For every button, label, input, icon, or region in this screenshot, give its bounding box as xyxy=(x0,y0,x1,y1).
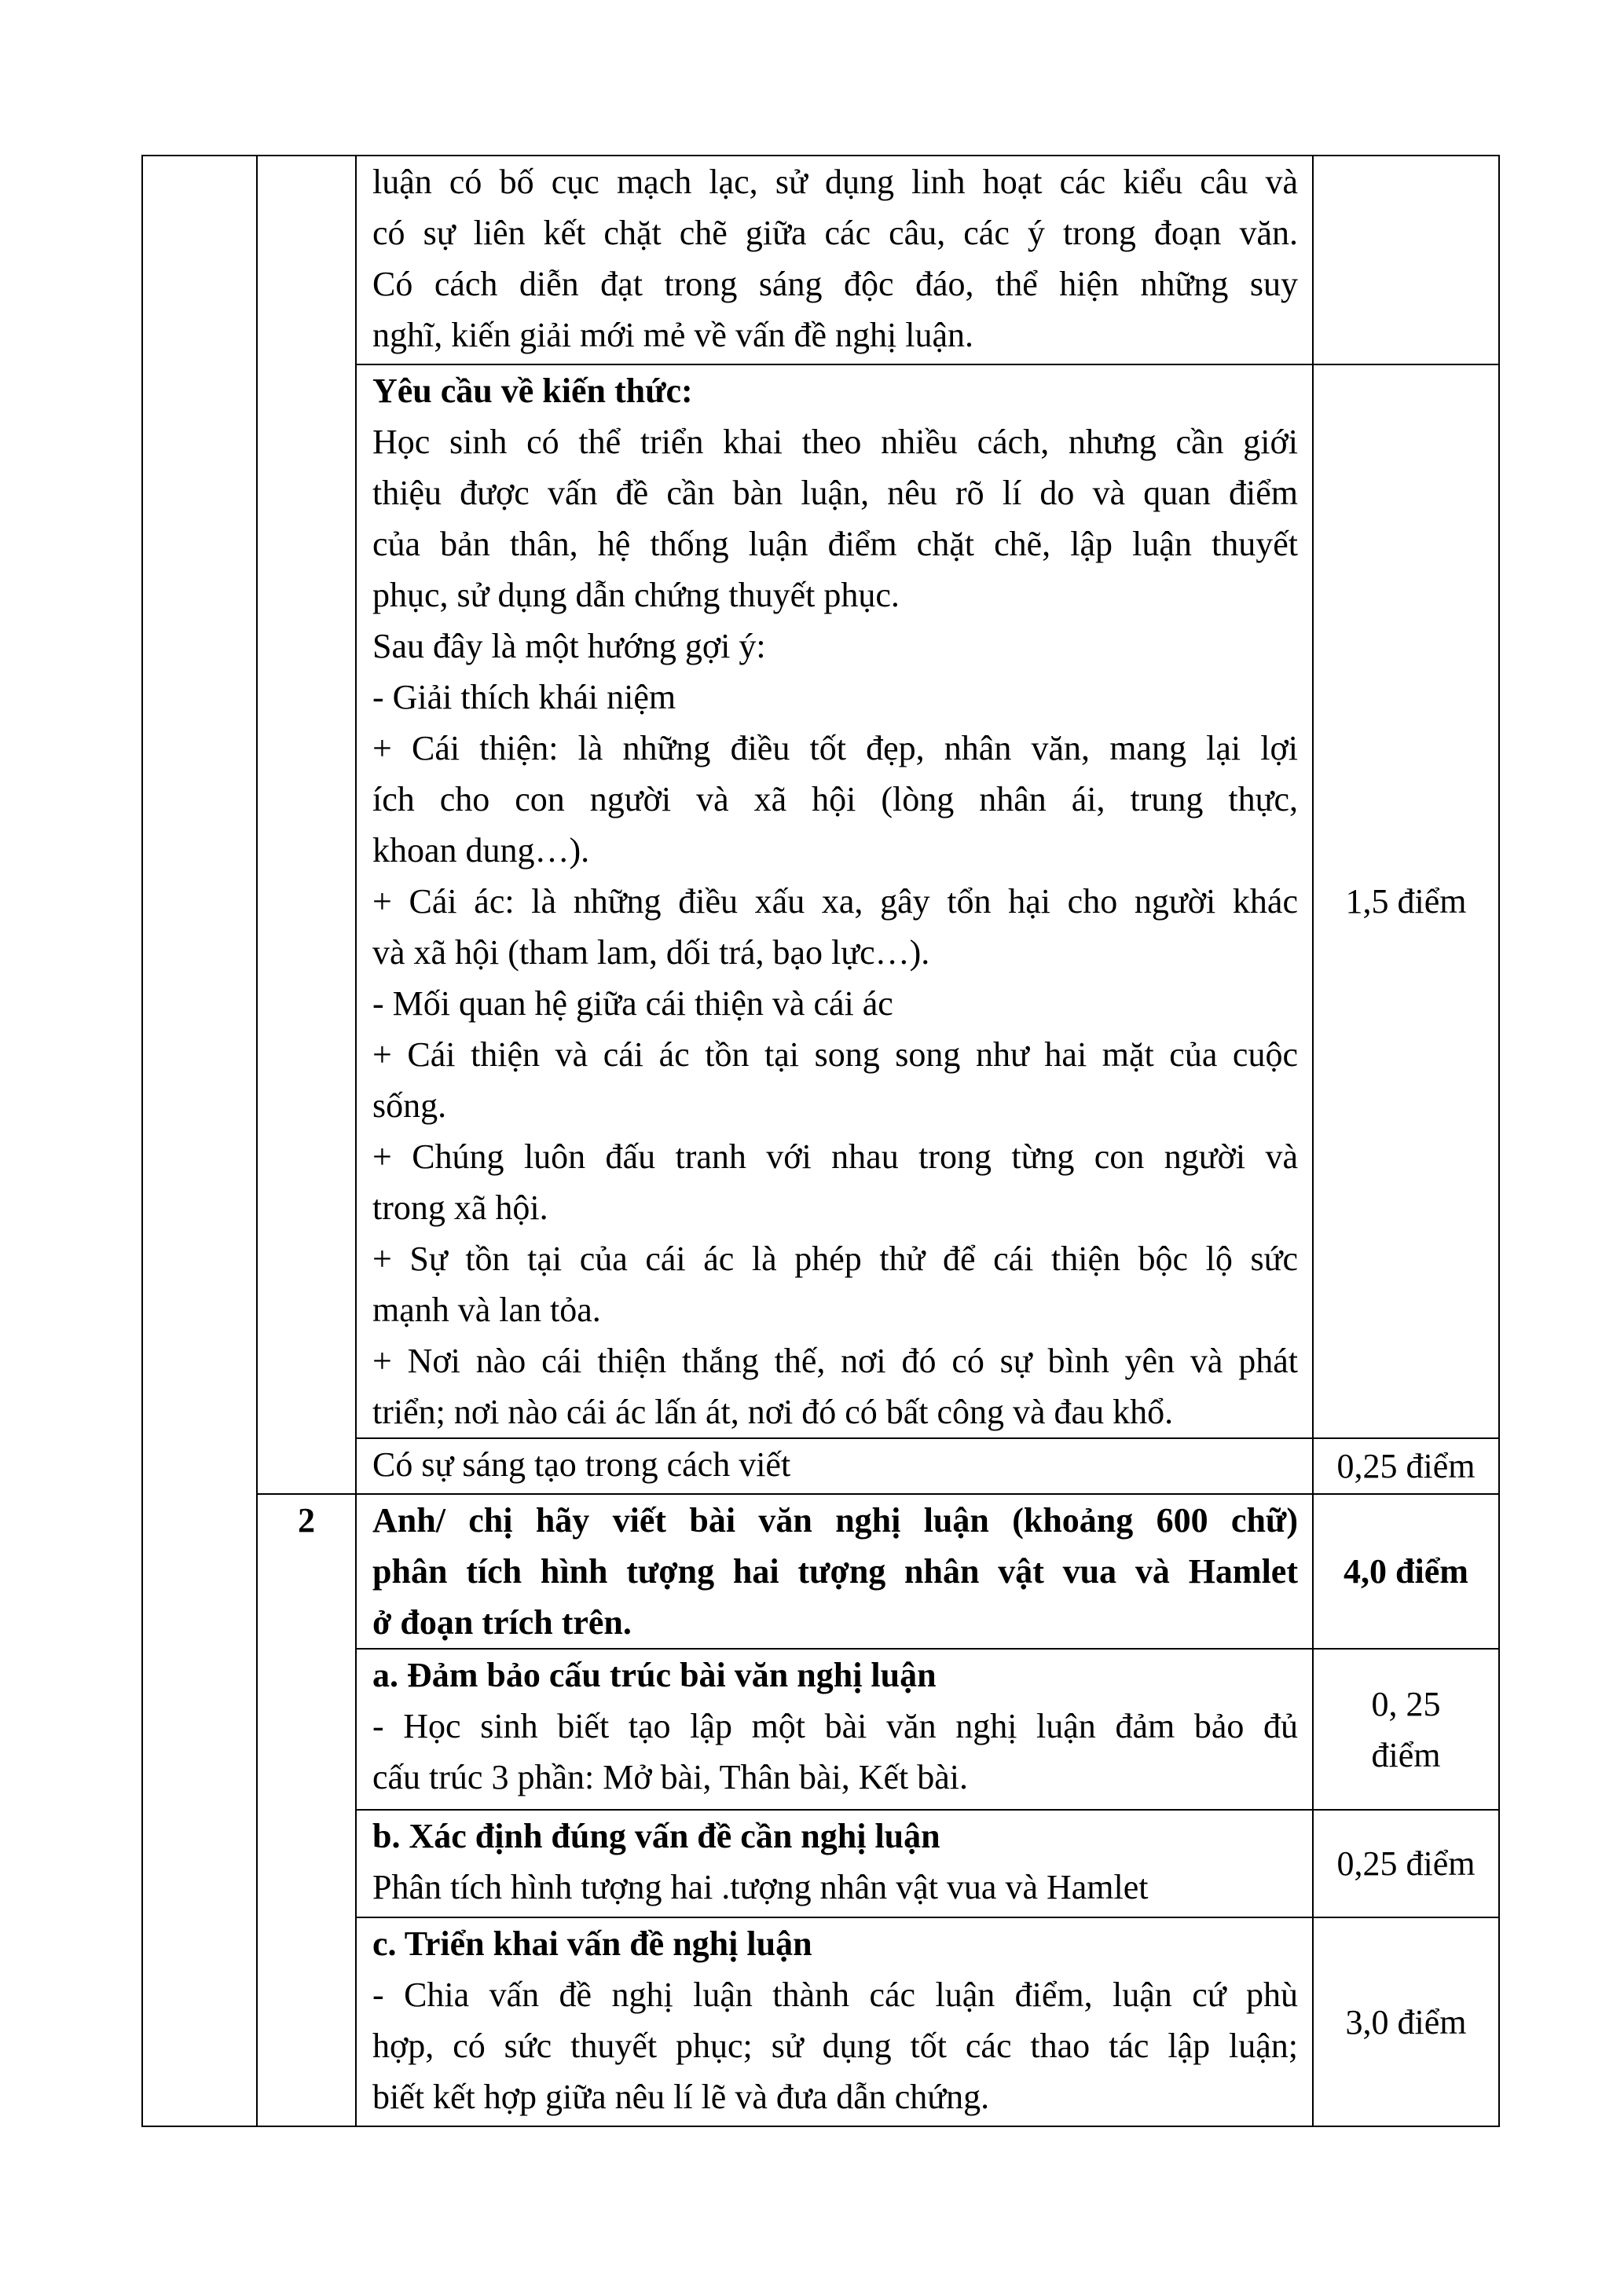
criteria-line: a. Đảm bảo cấu trúc bài văn nghị luận xyxy=(372,1656,937,1694)
criteria-line: Anh/ chị hãy viết bài văn nghị luận (khoảng 600 chữ) xyxy=(372,1501,1298,1540)
question-number-cell xyxy=(257,1494,356,2126)
criteria-line: - Mối quan hệ giữa cái thiện và cái ác xyxy=(372,984,893,1023)
criteria-cell xyxy=(356,156,1313,364)
criteria-line: Học sinh có thể triển khai theo nhiều cách, nhưng cần giới xyxy=(372,423,1298,461)
criteria-line: nghĩ, kiến giải mới mẻ về vấn đề nghị luận. xyxy=(372,316,973,354)
criteria-line: Có sự sáng tạo trong cách viết xyxy=(372,1445,791,1484)
criteria-cell xyxy=(356,364,1313,1438)
criteria-cell xyxy=(356,1438,1313,1494)
score-value: 4,0 điểm xyxy=(1344,1552,1468,1591)
criteria-cell xyxy=(356,1649,1313,1810)
criteria-line: Yêu cầu về kiến thức: xyxy=(372,372,693,410)
criteria-line: Phân tích hình tượng hai .tượng nhân vật vua và Hamlet xyxy=(372,1868,1149,1906)
criteria-line: biết kết hợp giữa nêu lí lẽ và đưa dẫn chứng. xyxy=(372,2078,990,2116)
question-part-cell xyxy=(142,156,257,2126)
criteria-line: ích cho con người và xã hội (lòng nhân ái, trung thực, xyxy=(372,780,1298,818)
criteria-line: + Chúng luôn đấu tranh với nhau trong từng con người và xyxy=(372,1137,1298,1176)
criteria-line: + Cái thiện và cái ác tồn tại song song như hai mặt của cuộc xyxy=(372,1035,1298,1074)
score-value: 0,25 điểm xyxy=(1336,1447,1476,1485)
score-cell xyxy=(1313,156,1499,364)
grading-table xyxy=(141,155,1500,2127)
criteria-line: thiệu được vấn đề cần bàn luận, nêu rõ lí do và quan điểm xyxy=(372,474,1298,512)
score-value: 0, 25 xyxy=(1371,1684,1441,1723)
criteria-cell xyxy=(356,1810,1313,1917)
criteria-line: b. Xác định đúng vấn đề cần nghị luận xyxy=(372,1817,940,1855)
criteria-line: cấu trúc 3 phần: Mở bài, Thân bài, Kết bài. xyxy=(372,1758,969,1796)
criteria-line: và xã hội (tham lam, dối trá, bạo lực…). xyxy=(372,933,930,972)
score-cell xyxy=(1313,1917,1499,2126)
score-value: 0,25 điểm xyxy=(1336,1844,1476,1883)
criteria-line: + Cái ác: là những điều xấu xa, gây tổn hại cho người khác xyxy=(372,882,1298,921)
criteria-line: phân tích hình tượng hai tượng nhân vật vua và Hamlet xyxy=(372,1552,1298,1591)
criteria-line: + Sự tồn tại của cái ác là phép thử để cái thiện bộc lộ sức xyxy=(372,1240,1298,1278)
criteria-line: ở đoạn trích trên. xyxy=(372,1603,632,1642)
score-value: 1,5 điểm xyxy=(1345,882,1467,921)
criteria-cell xyxy=(356,1494,1313,1649)
criteria-line: Có cách diễn đạt trong sáng độc đáo, thể hiện những suy xyxy=(372,265,1298,303)
score-value: điểm xyxy=(1371,1735,1441,1774)
criteria-line: mạnh và lan tỏa. xyxy=(372,1291,601,1329)
criteria-line: hợp, có sức thuyết phục; sử dụng tốt các thao tác lập luận; xyxy=(372,2027,1298,2065)
question-number-cell xyxy=(257,156,356,1494)
score-cell xyxy=(1313,1649,1499,1810)
criteria-line: sống. xyxy=(372,1086,447,1125)
criteria-line: có sự liên kết chặt chẽ giữa các câu, các ý trong đoạn văn. xyxy=(372,214,1298,252)
table-row xyxy=(142,156,1499,364)
score-cell xyxy=(1313,364,1499,1438)
criteria-cell xyxy=(356,1917,1313,2126)
criteria-line: phục, sử dụng dẫn chứng thuyết phục. xyxy=(372,576,900,614)
criteria-line: trong xã hội. xyxy=(372,1188,548,1227)
criteria-line: luận có bố cục mạch lạc, sử dụng linh hoạt các kiểu câu và xyxy=(372,163,1298,201)
criteria-line: - Giải thích khái niệm xyxy=(372,678,676,716)
score-value: 3,0 điểm xyxy=(1345,2002,1467,2041)
criteria-line: + Nơi nào cái thiện thắng thế, nơi đó có sự bình yên và phát xyxy=(372,1342,1298,1380)
criteria-line: c. Triển khai vấn đề nghị luận xyxy=(372,1924,812,1963)
question-number: 2 xyxy=(298,1501,315,1540)
table-row xyxy=(142,1494,1499,1649)
criteria-line: của bản thân, hệ thống luận điểm chặt chẽ, lập luận thuyết xyxy=(372,525,1298,563)
score-cell xyxy=(1313,1810,1499,1917)
criteria-line: - Chia vấn đề nghị luận thành các luận điểm, luận cứ phù xyxy=(372,1976,1298,2014)
criteria-line: khoan dung…). xyxy=(372,831,590,870)
criteria-line: + Cái thiện: là những điều tốt đẹp, nhân văn, mang lại lợi xyxy=(372,729,1298,767)
score-cell xyxy=(1313,1494,1499,1649)
criteria-line: Sau đây là một hướng gợi ý: xyxy=(372,627,766,665)
score-cell xyxy=(1313,1438,1499,1494)
criteria-line: - Học sinh biết tạo lập một bài văn nghị luận đảm bảo đủ xyxy=(372,1707,1298,1745)
criteria-line: triển; nơi nào cái ác lấn át, nơi đó có bất công và đau khổ. xyxy=(372,1393,1174,1431)
